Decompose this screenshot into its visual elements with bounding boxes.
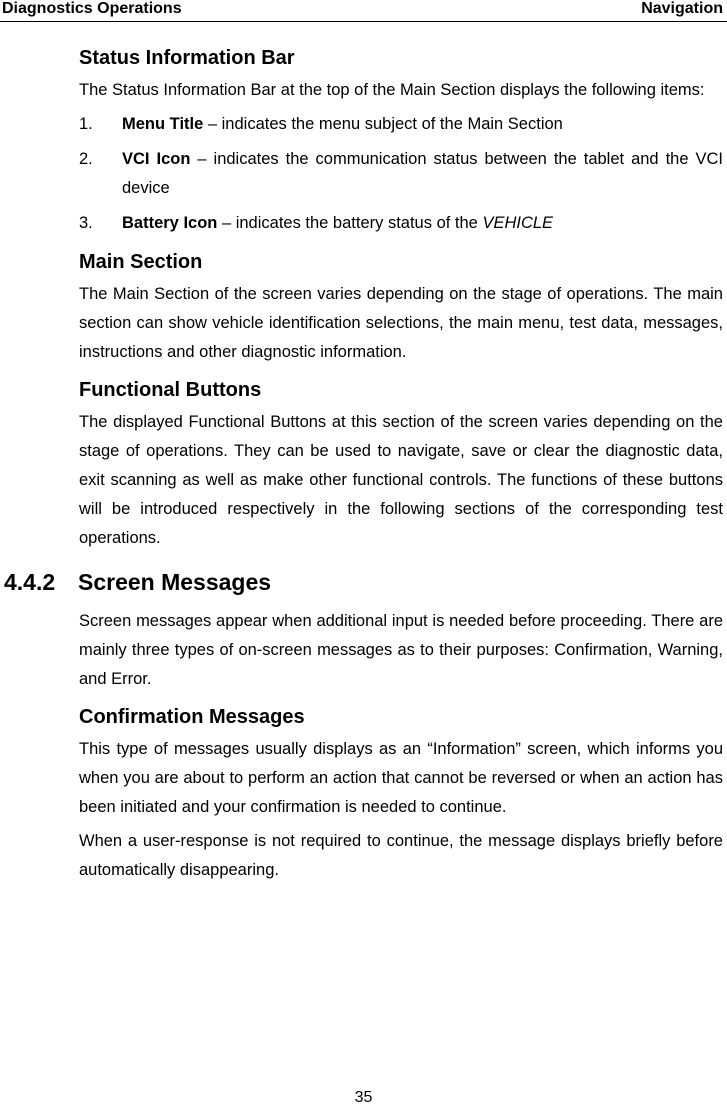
page-header: [0, 0, 727, 22]
main-section-body: The Main Section of the screen varies depending on the stage of operations. The main section can show vehicle identification selections, the main menu, test data, messages, instructions and other diagnostic information.: [79, 285, 723, 361]
list-item-battery-icon: [79, 209, 723, 238]
confirmation-para-1: This type of messages usually displays as an “Information” screen, which informs you when you are about to perform an action that cannot be reversed or when an action has been initiated and your confirmation is needed to continue.: [79, 740, 723, 816]
list-item-vci-icon: [79, 145, 723, 203]
list-term: Menu Title: [122, 115, 204, 133]
confirmation-heading: Confirmation Messages: [79, 706, 305, 728]
status-bar-heading: Status Information Bar: [79, 47, 295, 69]
functional-buttons-heading: Functional Buttons: [79, 379, 262, 401]
list-number: 3.: [79, 214, 93, 232]
list-desc-italic: VEHICLE: [482, 214, 554, 232]
main-section-heading: Main Section: [79, 251, 203, 273]
header-section-title: Navigation: [641, 0, 723, 17]
list-item-menu-title: [79, 110, 723, 139]
header-chapter-title: Diagnostics Operations: [2, 0, 182, 17]
list-number: 1.: [79, 115, 93, 133]
list-term: VCI Icon: [122, 150, 191, 168]
list-desc: – indicates the menu subject of the Main Section: [203, 115, 563, 133]
screen-messages-body: Screen messages appear when additional input is needed before proceeding. There are mainly three types of on-screen messages as to their purposes: Confirmation, Warning, and Error.: [79, 612, 723, 688]
status-bar-intro: The Status Information Bar at the top of the Main Section displays the following items:: [79, 81, 705, 99]
status-bar-items-list: [79, 110, 723, 238]
section-title-screen-messages: [4, 565, 723, 599]
page-content: [4, 40, 723, 890]
page-number: 35: [354, 1089, 373, 1106]
list-desc: – indicates the battery status of the: [217, 214, 483, 232]
list-desc: – indicates the communication status between the tablet and the VCI device: [122, 150, 723, 197]
list-number: 2.: [79, 150, 93, 168]
section-number: 4.4.2: [4, 569, 56, 595]
confirmation-para-2: When a user-response is not required to continue, the message displays briefly before automatically disappearing.: [79, 832, 723, 879]
list-term: Battery Icon: [122, 214, 218, 232]
section-title: Screen Messages: [78, 569, 272, 595]
functional-buttons-body: The displayed Functional Buttons at this section of the screen varies depending on the stage of operations. They can be used to navigate, save or clear the diagnostic data, exit scanning as well as make other functional controls. The functions of these buttons will be introduced respectively in the following sections of the corresponding test operations.: [79, 413, 723, 547]
